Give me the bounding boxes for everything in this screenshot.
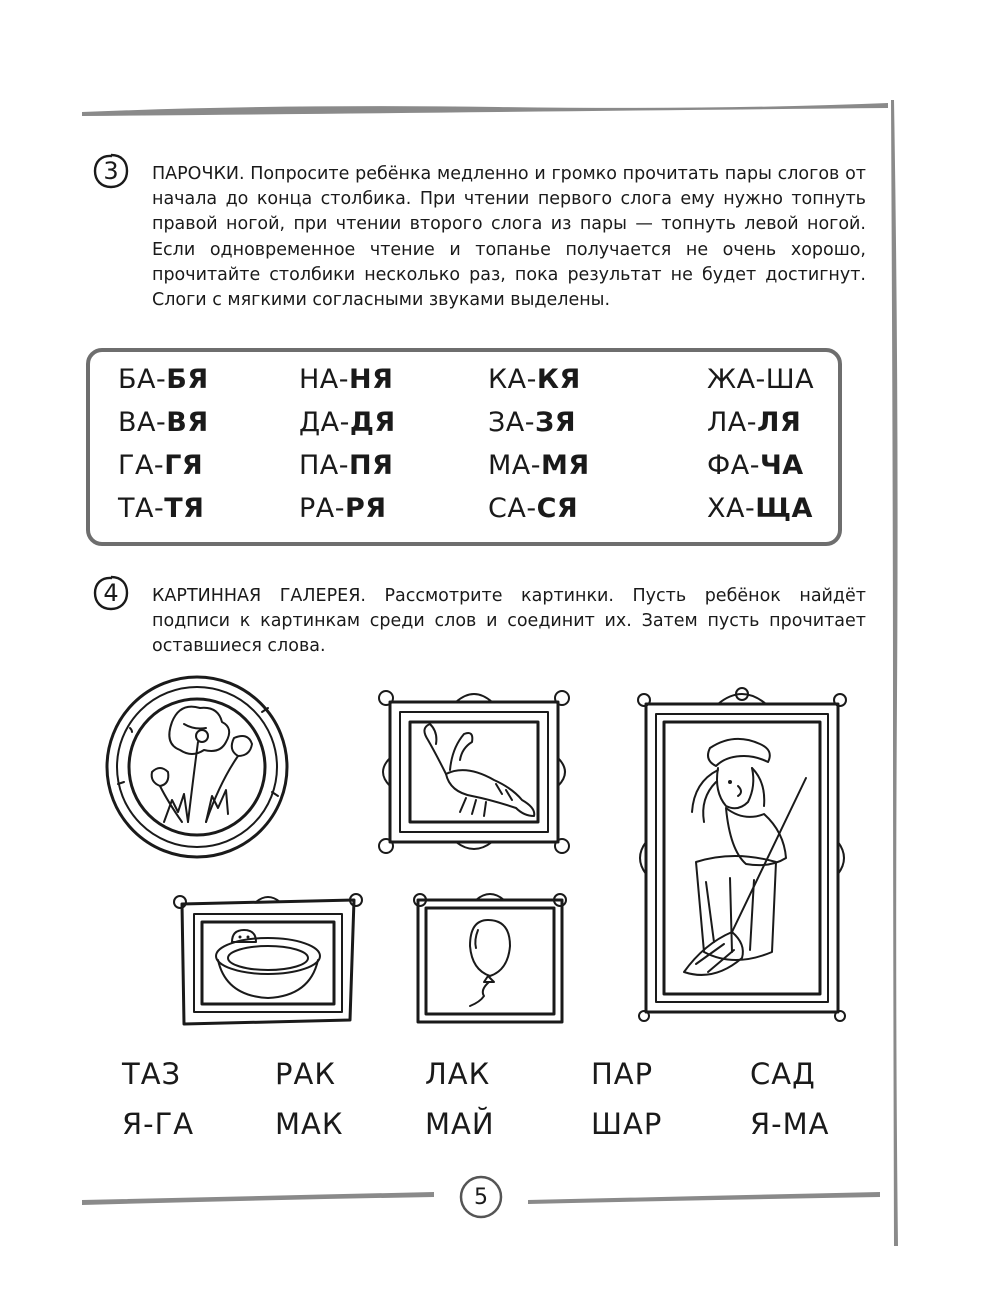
task-4-instructions: КАРТИННАЯ ГАЛЕРЕЯ. Рассмотрите картинки. Пусть ребёнок найдёт подписи к картинкам среди слов и соединит их. Затем пусть прочитает оставшиеся слова. [152,586,866,657]
syllable-pair: ДА-ДЯ [299,407,396,438]
syllable-pair: МА-МЯ [488,450,590,481]
word-option: Я-ГА [122,1107,195,1141]
syllable-pair: ФА-ЧА [707,450,804,481]
syllable-pair: ЖА-ША [707,364,815,395]
word-option: ЛАК [425,1057,491,1091]
word-option: Я-МА [750,1107,830,1141]
syllable-pair: ГА-ГЯ [118,450,204,481]
page-number: 5 [474,1184,488,1210]
syllable-pair: БА-БЯ [118,364,209,395]
word-option: МАЙ [425,1107,495,1141]
right-brush-line [886,96,906,1256]
word-option: ШАР [591,1107,663,1141]
syllable-pair: ЗА-ЗЯ [488,407,577,438]
word-option: САД [750,1057,816,1091]
syllable-pair: ПА-ПЯ [299,450,394,481]
crayfish-picture [376,688,572,856]
top-brush-line [78,98,893,122]
bottom-brush-line-right [524,1188,884,1208]
task-3-number-badge [92,152,130,190]
task-4-number: 4 [103,579,119,607]
balloon-picture [410,890,570,1030]
word-option: МАК [275,1107,344,1141]
task-3-number: 3 [103,157,119,185]
task-4-number-badge [92,574,130,612]
syllable-pair: КА-КЯ [488,364,581,395]
word-option: РАК [275,1057,336,1091]
syllable-pair: РА-РЯ [299,493,387,524]
syllable-pair: ТА-ТЯ [118,493,205,524]
page-number-badge [458,1174,504,1220]
syllable-pair: ЛА-ЛЯ [707,407,802,438]
word-option: ПАР [591,1057,654,1091]
basin-picture [170,892,366,1030]
syllable-pair: ХА-ЩА [707,493,813,524]
baba-yaga-picture [634,682,850,1022]
syllable-pair: СА-СЯ [488,493,579,524]
task-3-instructions: ПАРОЧКИ. Попросите ребёнка медленно и громко прочитать пары слогов от начала до конца столбика. При чтении первого слога ему нужно топнуть правой ногой, при чтении второго слога из пары — топнуть левой ногой. Если одновременное чтение и топанье получается не очень хорошо, прочитайте столбики несколько раз, пока результат не будет достигнут. Слоги с мягкими согласными звуками выделены. [152,164,866,311]
syllable-pair: НА-НЯ [299,364,394,395]
bottom-brush-line-left [78,1188,438,1208]
syllable-pair: ВА-ВЯ [118,407,209,438]
poppy-picture [102,672,292,862]
word-option: ТАЗ [122,1057,182,1091]
